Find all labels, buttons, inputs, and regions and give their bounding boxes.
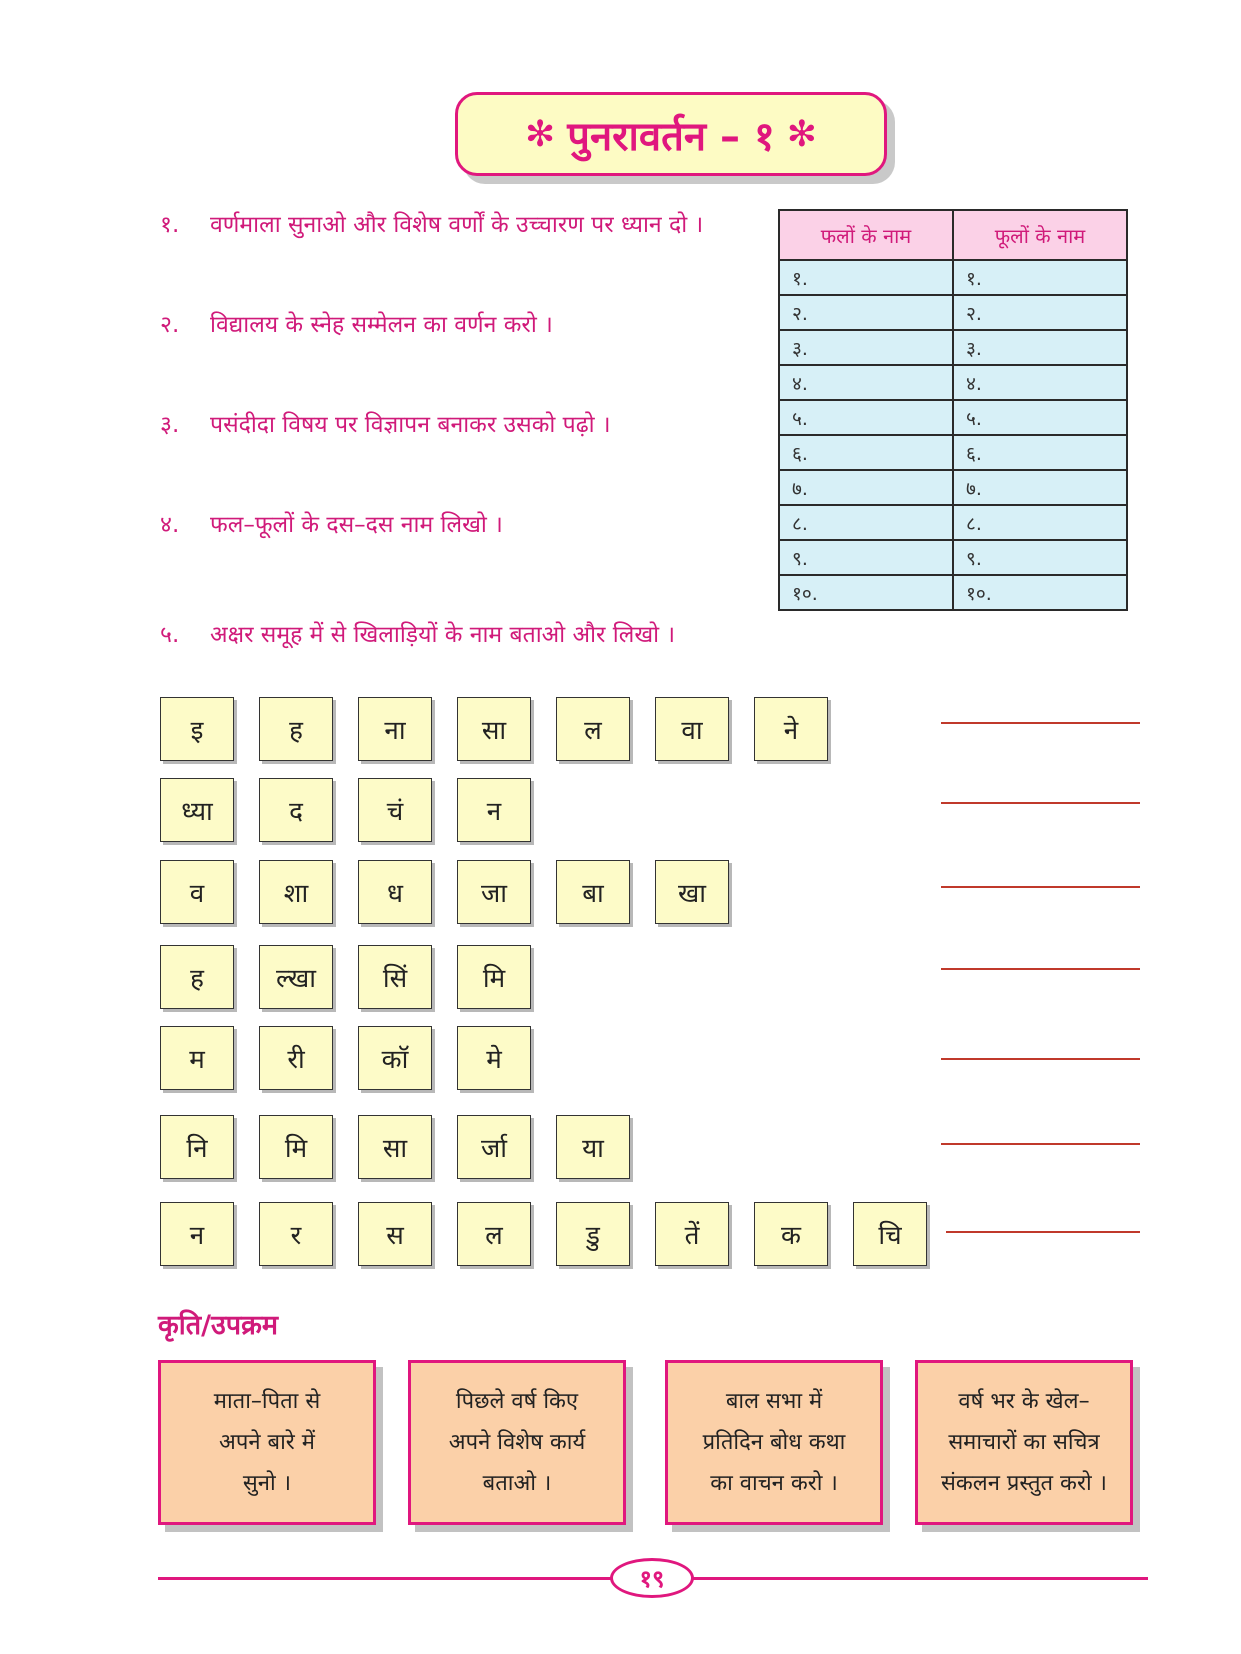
activity-card — [665, 1360, 883, 1525]
question-number: ४. — [160, 512, 180, 538]
fruit-cell: ९. — [779, 540, 953, 575]
table-row — [779, 575, 1127, 610]
question-5 — [160, 617, 675, 649]
card-line: अपने विशेष कार्य — [448, 1430, 586, 1455]
letter-tile: मि — [259, 1115, 333, 1179]
activity-card — [408, 1360, 626, 1525]
letter-tile: तें — [655, 1202, 729, 1266]
fruit-cell: ३. — [779, 330, 953, 365]
answer-line[interactable] — [946, 1231, 1140, 1233]
table-row — [779, 365, 1127, 400]
question-text: अक्षर समूह में से खिलाड़ियों के नाम बताओ और लिखो । — [210, 622, 676, 648]
question-text: वर्णमाला सुनाओ और विशेष वर्णों के उच्चारण पर ध्यान दो । — [210, 212, 704, 238]
letter-tile: ध — [358, 860, 432, 924]
letter-tile: ल — [457, 1202, 531, 1266]
answer-line[interactable] — [941, 886, 1140, 888]
card-line: समाचारों का सचित्र — [948, 1430, 1100, 1455]
flower-cell: २. — [953, 295, 1127, 330]
activity-card — [915, 1360, 1133, 1525]
question-number: १. — [160, 212, 180, 238]
letter-tile: नि — [160, 1115, 234, 1179]
question-2 — [160, 307, 553, 339]
flowers-header: फूलों के नाम — [953, 210, 1127, 260]
fruits-flowers-table — [778, 209, 1128, 611]
letter-tile: या — [556, 1115, 630, 1179]
fruit-cell: ४. — [779, 365, 953, 400]
question-4 — [160, 507, 503, 539]
fruit-cell: ७. — [779, 470, 953, 505]
table-row — [779, 540, 1127, 575]
letter-tile: ह — [160, 945, 234, 1009]
card-line: माता–पिता से — [213, 1389, 321, 1414]
answer-line[interactable] — [941, 1143, 1140, 1145]
question-number: ५. — [160, 622, 180, 648]
fruit-cell: ५. — [779, 400, 953, 435]
flower-cell: ७. — [953, 470, 1127, 505]
question-text: फल–फूलों के दस–दस नाम लिखो । — [210, 512, 503, 538]
activity-label: कृति/उपक्रम — [158, 1310, 278, 1341]
card-line: अपने बारे में — [219, 1430, 315, 1455]
table-row — [779, 330, 1127, 365]
letter-tile: ल्खा — [259, 945, 333, 1009]
answer-line[interactable] — [941, 802, 1140, 804]
letter-tile: मे — [457, 1026, 531, 1090]
card-line: बाल सभा में — [725, 1389, 823, 1414]
letter-tile: सा — [457, 697, 531, 761]
letter-tile: र — [259, 1202, 333, 1266]
fruit-cell: २. — [779, 295, 953, 330]
answer-line[interactable] — [941, 968, 1140, 970]
page-number: १९ — [610, 1558, 694, 1598]
letter-tile: वा — [655, 697, 729, 761]
page-title: पुनरावर्तन – १ — [567, 113, 775, 160]
table-row — [779, 295, 1127, 330]
question-text: पसंदीदा विषय पर विज्ञापन बनाकर उसको पढ़ो । — [210, 412, 611, 438]
letter-tile: कॉ — [358, 1026, 432, 1090]
letter-tile: चि — [853, 1202, 927, 1266]
question-number: ३. — [160, 412, 180, 438]
letter-tile: ने — [754, 697, 828, 761]
table-row — [779, 400, 1127, 435]
letter-tile: खा — [655, 860, 729, 924]
letter-tile: व — [160, 860, 234, 924]
letter-tile: मि — [457, 945, 531, 1009]
flower-cell: १०. — [953, 575, 1127, 610]
letter-tile: क — [754, 1202, 828, 1266]
letter-tile: ना — [358, 697, 432, 761]
table-row — [779, 505, 1127, 540]
letter-tile: म — [160, 1026, 234, 1090]
letter-tile: न — [457, 778, 531, 842]
letter-tile: शा — [259, 860, 333, 924]
question-text: विद्यालय के स्नेह सम्मेलन का वर्णन करो । — [210, 312, 553, 338]
table-header-row — [779, 210, 1127, 260]
letter-tile: सिं — [358, 945, 432, 1009]
asterisk-icon: ✻ — [786, 113, 817, 155]
letter-tile: चं — [358, 778, 432, 842]
answer-line[interactable] — [941, 1058, 1140, 1060]
answer-line[interactable] — [941, 722, 1140, 724]
question-3 — [160, 407, 611, 439]
letter-tile: ह — [259, 697, 333, 761]
letter-tile: बा — [556, 860, 630, 924]
fruit-cell: ६. — [779, 435, 953, 470]
card-line: सुनो । — [242, 1471, 292, 1496]
letter-tile: री — [259, 1026, 333, 1090]
card-line: वर्ष भर के खेल– — [958, 1389, 1090, 1414]
card-line: प्रतिदिन बोध कथा — [702, 1430, 846, 1455]
letter-tile: जा — [457, 860, 531, 924]
fruit-cell: ८. — [779, 505, 953, 540]
card-line: पिछले वर्ष किए — [455, 1389, 579, 1414]
letter-tile: सा — [358, 1115, 432, 1179]
letter-tile: ध्या — [160, 778, 234, 842]
question-1 — [160, 207, 703, 239]
card-line: का वाचन करो । — [710, 1471, 838, 1496]
flower-cell: १. — [953, 260, 1127, 295]
flower-cell: ८. — [953, 505, 1127, 540]
card-line: संकलन प्रस्तुत करो । — [941, 1471, 1107, 1496]
question-number: २. — [160, 312, 180, 338]
flower-cell: ५. — [953, 400, 1127, 435]
fruits-header: फलों के नाम — [779, 210, 953, 260]
table-row — [779, 260, 1127, 295]
letter-tile: स — [358, 1202, 432, 1266]
page-title-box — [455, 92, 887, 176]
table-row — [779, 470, 1127, 505]
letter-tile: द — [259, 778, 333, 842]
activity-card — [158, 1360, 376, 1525]
letter-tile: न — [160, 1202, 234, 1266]
letter-tile: र्जा — [457, 1115, 531, 1179]
fruit-cell: १०. — [779, 575, 953, 610]
fruit-cell: १. — [779, 260, 953, 295]
card-line: बताओ । — [482, 1471, 552, 1496]
letter-tile: इ — [160, 697, 234, 761]
flower-cell: ३. — [953, 330, 1127, 365]
flower-cell: ६. — [953, 435, 1127, 470]
asterisk-icon: ✻ — [525, 113, 556, 155]
flower-cell: ९. — [953, 540, 1127, 575]
flower-cell: ४. — [953, 365, 1127, 400]
letter-tile: ल — [556, 697, 630, 761]
table-row — [779, 435, 1127, 470]
letter-tile: डु — [556, 1202, 630, 1266]
